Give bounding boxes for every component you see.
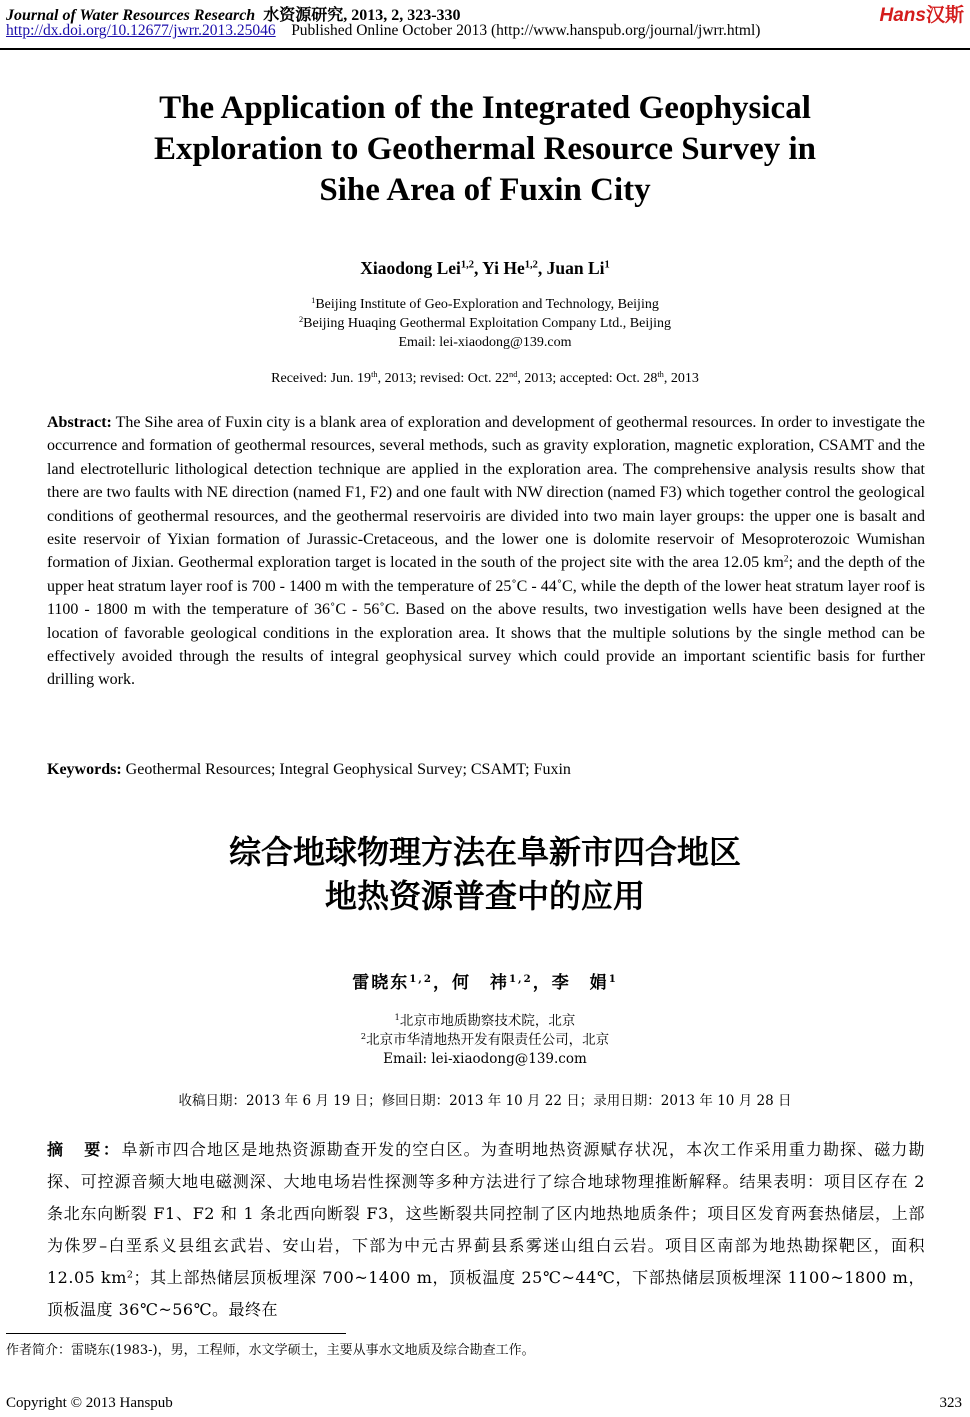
author-separator: ， [432, 973, 452, 993]
received-dates-en [0, 371, 970, 387]
paper-title-en [0, 88, 970, 211]
keywords-label: Keywords: [47, 761, 122, 778]
logo-text-cn: 汉斯 [925, 4, 964, 26]
author-name: 雷晓东 [352, 973, 410, 993]
email-cn: Email: lei-xiaodong@139.com [383, 1051, 587, 1067]
affiliation [0, 295, 970, 314]
affiliation [0, 1012, 970, 1031]
title-line: Exploration to Geothermal Resource Survey in [153, 131, 817, 167]
abstract-en [47, 411, 925, 692]
date-text: , 2013; accepted: Oct. 28 [517, 371, 658, 386]
author-affil-sup: 1,2 [524, 259, 538, 271]
date-text: , 2013 [663, 371, 699, 386]
affil-text: 北京市地质勘察技术院，北京 [399, 1013, 576, 1029]
author-name: Yi He [482, 258, 525, 278]
abstract-label: Abstract: [47, 414, 112, 431]
affil-sup: 1 [311, 295, 316, 305]
keywords-en [47, 758, 925, 781]
author-affil-sup: 1 [604, 259, 610, 271]
hans-logo [880, 0, 964, 27]
affil-sup: 2 [360, 1031, 367, 1042]
author-separator: , [474, 258, 483, 278]
footnote-divider [6, 1333, 346, 1334]
title-line: 地热资源普查中的应用 [324, 877, 645, 915]
author-list-en [0, 258, 970, 279]
header-divider [0, 48, 970, 50]
affil-text: Beijing Institute of Geo-Exploration and Technology, Beijing [315, 297, 659, 312]
author-name: 何 祎 [451, 973, 509, 993]
author-affil-sup: 1,2 [508, 972, 533, 985]
journal-name-en: Journal of Water Resources Research [6, 7, 256, 24]
author-affil-sup: 1,2 [409, 972, 433, 985]
received-dates-cn: 收稿日期：2013 年 6 月 19 日；修回日期：2013 年 10 月 22 日；录用日期：2013 年 10 月 28 日 [178, 1093, 792, 1109]
doi-link[interactable]: http://dx.doi.org/10.12677/jwrr.2013.25046 [6, 22, 276, 39]
affil-text: Beijing Huaqing Geothermal Exploitation Company Ltd., Beijing [303, 316, 672, 331]
journal-citation-cn: 水资源研究, 2013, 2, 323-330 [263, 7, 461, 24]
author-separator: , [537, 258, 547, 278]
author-affil-sup: 1 [608, 972, 618, 985]
page-number: 323 [939, 1395, 962, 1411]
affil-sup: 1 [394, 1012, 400, 1023]
published-online: Published Online October 2013 (http://www.hanspub.org/journal/jwrr.html) [291, 22, 761, 39]
abstract-cn [47, 1134, 925, 1326]
ordinal-sup: th [371, 369, 378, 379]
abstract-text-cn: 阜新市四合地区是地热资源勘查开发的空白区。为查明地热资源赋存状况，本次工作采用重力勘探、磁力勘探、可控源音频大地电磁测深、大地电场岩性探测等多种方法进行了综合地球物理推断解释。结果表明：项目区存在 2 条北东向断裂 F1、F2 和 1 条北西向断裂 F3，这些断裂共同控制了区内地热地质条件；项目区发育两套热储层，上部为侏罗–白垩系义县组玄武岩、安山岩，下部为中元古界蓟县系雾迷山组白云岩。项目区南部为地热勘探靶区，面积 12.05 km [47, 1140, 925, 1287]
author-separator: ， [532, 973, 552, 993]
date-text: Received: Jun. 19 [271, 371, 372, 386]
author-affil-sup: 1,2 [460, 259, 475, 271]
author-name: 李 娟 [551, 973, 609, 993]
title-line: The Application of the Integrated Geophysical [159, 90, 811, 126]
unit-sup: 2 [126, 1269, 134, 1281]
author-name: Juan Li [546, 258, 605, 278]
abstract-text: ; and the depth of the upper heat stratum layer roof is 700 - 1400 m with the temperature of 25˚C - 44˚C, while the depth of the lower heat stratum layer roof is 1100 - 1800 m with the temperature of 36˚C - 56˚C. Based on the above results, two investigation wells have been designed at the location of favorable geological conditions in the exploration area. It shows that the multiple solutions by the single method can be effectively avoided through the results of integral geophysical survey which could provide an important scientific basis for further drilling work. [47, 554, 926, 689]
abstract-text-cn: ；其上部热储层顶板埋深 700~1400 m，顶板温度 25℃~44℃，下部热储层顶板埋深 1100~1800 m，顶板温度 36℃~56℃。最终在 [47, 1268, 925, 1319]
title-line: 综合地球物理方法在阜新市四合地区 [228, 833, 741, 871]
affil-text: 北京市华清地热开发有限责任公司，北京 [366, 1032, 610, 1048]
email-en: Email: lei-xiaodong@139.com [398, 335, 572, 350]
affiliation [0, 314, 970, 333]
affil-sup: 2 [298, 314, 304, 324]
affiliations-cn [0, 1012, 970, 1069]
copyright: Copyright © 2013 Hanspub [6, 1395, 173, 1411]
doi-line [6, 22, 760, 40]
author-footnote: 作者简介：雷晓东(1983-)，男，工程师，水文学硕士，主要从事水文地质及综合勘查工作。 [6, 1343, 535, 1358]
affiliation [0, 1031, 970, 1050]
ordinal-sup: th [657, 369, 664, 379]
abstract-text: The Sihe area of Fuxin city is a blank area of exploration and development of geothermal resources. In order to investigate the occurrence and formation of geothermal resources, several methods, such as gravity exploration, magnetic exploration, CSAMT and the land electrotelluric lithological detection technique are applied in the exploration area. The comprehensive analysis results show that there are two faults with NE direction (named F1, F2) and one fault with NW direction (named F3) which together control the geological conditions of geothermal resources, and the geothermal reservoiris are divided into two main layer groups: the upper one is basalt and esite reservoir of Yixian formation of Jurassic-Cretaceous, and the lower one is dolomite reservoir of Mesoproterozoic Wumishan formation of Jixian. Geothermal exploration target is located in the south of the project site with the area 12.05 km [47, 414, 925, 572]
logo-text-en: Hans [879, 5, 926, 26]
keywords-text: Geothermal Resources; Integral Geophysical Survey; CSAMT; Fuxin [121, 761, 571, 778]
ordinal-sup: nd [509, 369, 518, 379]
date-text: , 2013; revised: Oct. 22 [377, 371, 509, 386]
title-line: Sihe Area of Fuxin City [319, 172, 651, 208]
paper-title-cn [0, 830, 970, 918]
unit-sup: 2 [783, 553, 789, 565]
affiliations-en [0, 295, 970, 352]
author-name: Xiaodong Lei [360, 258, 461, 278]
abstract-label-cn: 摘 要： [47, 1140, 122, 1159]
author-list-cn [0, 968, 970, 993]
